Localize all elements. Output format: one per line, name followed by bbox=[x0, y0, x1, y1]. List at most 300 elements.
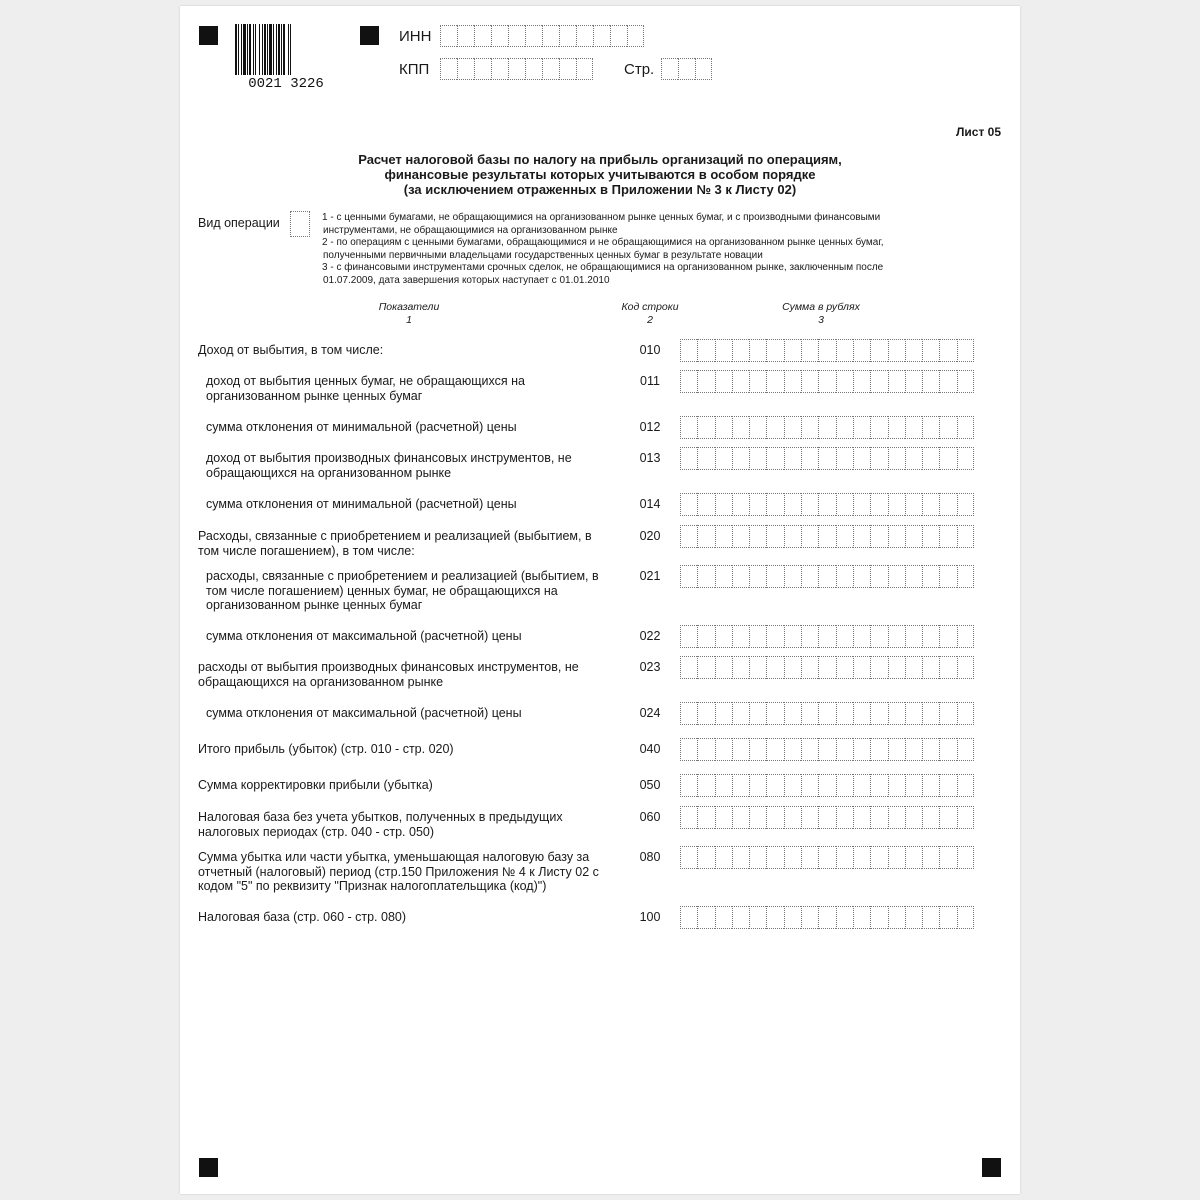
amount-cell[interactable] bbox=[905, 846, 922, 869]
amount-cell[interactable] bbox=[715, 625, 732, 648]
amount-cell[interactable] bbox=[818, 525, 835, 548]
amount-cell[interactable] bbox=[766, 416, 783, 439]
amount-cell[interactable] bbox=[784, 702, 801, 725]
amount-cell[interactable] bbox=[697, 493, 714, 516]
amount-cell[interactable] bbox=[732, 447, 749, 470]
amount-cell[interactable] bbox=[870, 806, 887, 829]
input-cell[interactable] bbox=[593, 25, 610, 47]
amount-cell[interactable] bbox=[801, 525, 818, 548]
amount-cell[interactable] bbox=[697, 806, 714, 829]
amount-cell[interactable] bbox=[784, 906, 801, 929]
amount-cells[interactable] bbox=[680, 447, 974, 470]
operation-type-input[interactable] bbox=[290, 211, 310, 237]
amount-cell[interactable] bbox=[766, 625, 783, 648]
amount-cell[interactable] bbox=[905, 625, 922, 648]
amount-cell[interactable] bbox=[801, 774, 818, 797]
amount-cell[interactable] bbox=[784, 447, 801, 470]
amount-cell[interactable] bbox=[939, 416, 956, 439]
amount-cell[interactable] bbox=[715, 846, 732, 869]
amount-cell[interactable] bbox=[939, 846, 956, 869]
amount-cell[interactable] bbox=[801, 493, 818, 516]
input-cell[interactable] bbox=[525, 25, 542, 47]
amount-cell[interactable] bbox=[801, 846, 818, 869]
amount-cells[interactable] bbox=[680, 806, 974, 829]
amount-cells[interactable] bbox=[680, 493, 974, 516]
amount-cell[interactable] bbox=[749, 656, 766, 679]
amount-cell[interactable] bbox=[939, 702, 956, 725]
amount-cell[interactable] bbox=[922, 493, 939, 516]
amount-cell[interactable] bbox=[939, 774, 956, 797]
amount-cell[interactable] bbox=[888, 738, 905, 761]
amount-cell[interactable] bbox=[732, 806, 749, 829]
amount-cell[interactable] bbox=[732, 370, 749, 393]
amount-cell[interactable] bbox=[888, 370, 905, 393]
amount-cells[interactable] bbox=[680, 906, 974, 929]
amount-cell[interactable] bbox=[766, 806, 783, 829]
amount-cell[interactable] bbox=[732, 738, 749, 761]
amount-cells[interactable] bbox=[680, 738, 974, 761]
amount-cell[interactable] bbox=[818, 447, 835, 470]
amount-cell[interactable] bbox=[749, 525, 766, 548]
amount-cell[interactable] bbox=[957, 625, 974, 648]
amount-cell[interactable] bbox=[749, 339, 766, 362]
amount-cell[interactable] bbox=[957, 906, 974, 929]
amount-cell[interactable] bbox=[922, 906, 939, 929]
amount-cell[interactable] bbox=[888, 565, 905, 588]
amount-cell[interactable] bbox=[870, 339, 887, 362]
amount-cell[interactable] bbox=[715, 656, 732, 679]
amount-cell[interactable] bbox=[957, 339, 974, 362]
amount-cell[interactable] bbox=[870, 493, 887, 516]
input-cell[interactable] bbox=[474, 25, 491, 47]
input-cell[interactable] bbox=[610, 25, 627, 47]
amount-cell[interactable] bbox=[680, 416, 697, 439]
amount-cell[interactable] bbox=[766, 493, 783, 516]
amount-cell[interactable] bbox=[784, 525, 801, 548]
amount-cell[interactable] bbox=[905, 806, 922, 829]
amount-cell[interactable] bbox=[853, 565, 870, 588]
amount-cell[interactable] bbox=[680, 447, 697, 470]
amount-cell[interactable] bbox=[766, 339, 783, 362]
amount-cell[interactable] bbox=[697, 906, 714, 929]
amount-cell[interactable] bbox=[715, 370, 732, 393]
input-cell[interactable] bbox=[457, 58, 474, 80]
amount-cell[interactable] bbox=[697, 525, 714, 548]
amount-cell[interactable] bbox=[680, 565, 697, 588]
amount-cell[interactable] bbox=[957, 702, 974, 725]
amount-cell[interactable] bbox=[697, 447, 714, 470]
amount-cell[interactable] bbox=[957, 416, 974, 439]
amount-cell[interactable] bbox=[853, 846, 870, 869]
amount-cell[interactable] bbox=[853, 625, 870, 648]
amount-cell[interactable] bbox=[853, 447, 870, 470]
amount-cell[interactable] bbox=[732, 416, 749, 439]
input-cell[interactable] bbox=[542, 58, 559, 80]
amount-cell[interactable] bbox=[870, 846, 887, 869]
amount-cell[interactable] bbox=[697, 702, 714, 725]
amount-cell[interactable] bbox=[680, 738, 697, 761]
amount-cells[interactable] bbox=[680, 339, 974, 362]
amount-cell[interactable] bbox=[801, 738, 818, 761]
amount-cell[interactable] bbox=[732, 493, 749, 516]
amount-cell[interactable] bbox=[732, 906, 749, 929]
input-cell[interactable] bbox=[440, 25, 457, 47]
amount-cells[interactable] bbox=[680, 565, 974, 588]
amount-cell[interactable] bbox=[922, 447, 939, 470]
page-cells[interactable] bbox=[661, 58, 712, 80]
amount-cell[interactable] bbox=[888, 525, 905, 548]
amount-cell[interactable] bbox=[836, 774, 853, 797]
amount-cell[interactable] bbox=[905, 416, 922, 439]
amount-cell[interactable] bbox=[715, 447, 732, 470]
input-cell[interactable] bbox=[627, 25, 644, 47]
amount-cell[interactable] bbox=[888, 447, 905, 470]
amount-cell[interactable] bbox=[697, 339, 714, 362]
amount-cell[interactable] bbox=[801, 370, 818, 393]
amount-cell[interactable] bbox=[905, 774, 922, 797]
amount-cell[interactable] bbox=[818, 702, 835, 725]
amount-cell[interactable] bbox=[922, 370, 939, 393]
amount-cells[interactable] bbox=[680, 656, 974, 679]
amount-cell[interactable] bbox=[905, 906, 922, 929]
input-cell[interactable] bbox=[474, 58, 491, 80]
amount-cell[interactable] bbox=[836, 416, 853, 439]
amount-cell[interactable] bbox=[957, 370, 974, 393]
amount-cell[interactable] bbox=[922, 806, 939, 829]
amount-cell[interactable] bbox=[853, 906, 870, 929]
amount-cell[interactable] bbox=[818, 774, 835, 797]
amount-cell[interactable] bbox=[870, 774, 887, 797]
amount-cell[interactable] bbox=[888, 493, 905, 516]
amount-cell[interactable] bbox=[801, 702, 818, 725]
amount-cell[interactable] bbox=[836, 625, 853, 648]
amount-cell[interactable] bbox=[732, 656, 749, 679]
amount-cell[interactable] bbox=[749, 906, 766, 929]
amount-cell[interactable] bbox=[697, 565, 714, 588]
amount-cell[interactable] bbox=[818, 493, 835, 516]
input-cell[interactable] bbox=[491, 25, 508, 47]
amount-cell[interactable] bbox=[888, 625, 905, 648]
amount-cell[interactable] bbox=[853, 702, 870, 725]
amount-cell[interactable] bbox=[853, 493, 870, 516]
amount-cell[interactable] bbox=[801, 447, 818, 470]
amount-cell[interactable] bbox=[888, 656, 905, 679]
amount-cell[interactable] bbox=[888, 339, 905, 362]
amount-cell[interactable] bbox=[870, 625, 887, 648]
amount-cell[interactable] bbox=[870, 370, 887, 393]
amount-cell[interactable] bbox=[905, 339, 922, 362]
amount-cell[interactable] bbox=[784, 370, 801, 393]
amount-cell[interactable] bbox=[732, 339, 749, 362]
amount-cell[interactable] bbox=[957, 447, 974, 470]
amount-cell[interactable] bbox=[922, 702, 939, 725]
amount-cell[interactable] bbox=[939, 447, 956, 470]
input-cell[interactable] bbox=[508, 25, 525, 47]
amount-cell[interactable] bbox=[957, 565, 974, 588]
amount-cell[interactable] bbox=[853, 806, 870, 829]
amount-cell[interactable] bbox=[905, 738, 922, 761]
input-cell[interactable] bbox=[678, 58, 695, 80]
amount-cell[interactable] bbox=[749, 702, 766, 725]
amount-cell[interactable] bbox=[715, 416, 732, 439]
amount-cell[interactable] bbox=[888, 702, 905, 725]
amount-cell[interactable] bbox=[697, 625, 714, 648]
amount-cell[interactable] bbox=[801, 339, 818, 362]
amount-cell[interactable] bbox=[801, 416, 818, 439]
amount-cell[interactable] bbox=[732, 625, 749, 648]
amount-cell[interactable] bbox=[905, 525, 922, 548]
amount-cell[interactable] bbox=[818, 416, 835, 439]
amount-cell[interactable] bbox=[922, 625, 939, 648]
amount-cell[interactable] bbox=[680, 806, 697, 829]
amount-cell[interactable] bbox=[870, 525, 887, 548]
amount-cells[interactable] bbox=[680, 416, 974, 439]
amount-cell[interactable] bbox=[697, 370, 714, 393]
amount-cell[interactable] bbox=[766, 447, 783, 470]
amount-cell[interactable] bbox=[697, 738, 714, 761]
amount-cell[interactable] bbox=[801, 656, 818, 679]
amount-cell[interactable] bbox=[715, 738, 732, 761]
amount-cell[interactable] bbox=[939, 339, 956, 362]
amount-cell[interactable] bbox=[749, 625, 766, 648]
amount-cell[interactable] bbox=[836, 656, 853, 679]
amount-cell[interactable] bbox=[905, 702, 922, 725]
amount-cell[interactable] bbox=[922, 774, 939, 797]
amount-cell[interactable] bbox=[818, 565, 835, 588]
amount-cell[interactable] bbox=[715, 525, 732, 548]
amount-cell[interactable] bbox=[766, 738, 783, 761]
amount-cell[interactable] bbox=[939, 525, 956, 548]
amount-cell[interactable] bbox=[836, 806, 853, 829]
amount-cell[interactable] bbox=[853, 339, 870, 362]
amount-cell[interactable] bbox=[836, 447, 853, 470]
amount-cell[interactable] bbox=[766, 702, 783, 725]
amount-cell[interactable] bbox=[922, 656, 939, 679]
amount-cell[interactable] bbox=[801, 806, 818, 829]
amount-cell[interactable] bbox=[680, 774, 697, 797]
amount-cell[interactable] bbox=[818, 906, 835, 929]
amount-cell[interactable] bbox=[697, 656, 714, 679]
amount-cells[interactable] bbox=[680, 846, 974, 869]
amount-cell[interactable] bbox=[749, 774, 766, 797]
amount-cell[interactable] bbox=[749, 493, 766, 516]
amount-cell[interactable] bbox=[939, 656, 956, 679]
amount-cell[interactable] bbox=[922, 339, 939, 362]
amount-cell[interactable] bbox=[784, 416, 801, 439]
amount-cell[interactable] bbox=[905, 656, 922, 679]
amount-cell[interactable] bbox=[905, 447, 922, 470]
amount-cell[interactable] bbox=[922, 846, 939, 869]
amount-cell[interactable] bbox=[715, 339, 732, 362]
amount-cell[interactable] bbox=[836, 738, 853, 761]
amount-cell[interactable] bbox=[853, 774, 870, 797]
amount-cells[interactable] bbox=[680, 625, 974, 648]
amount-cell[interactable] bbox=[888, 906, 905, 929]
amount-cell[interactable] bbox=[766, 370, 783, 393]
amount-cell[interactable] bbox=[818, 370, 835, 393]
amount-cell[interactable] bbox=[853, 738, 870, 761]
amount-cell[interactable] bbox=[957, 806, 974, 829]
amount-cell[interactable] bbox=[957, 738, 974, 761]
input-cell[interactable] bbox=[559, 25, 576, 47]
amount-cell[interactable] bbox=[732, 565, 749, 588]
amount-cell[interactable] bbox=[818, 806, 835, 829]
amount-cell[interactable] bbox=[732, 774, 749, 797]
amount-cell[interactable] bbox=[836, 525, 853, 548]
amount-cell[interactable] bbox=[836, 906, 853, 929]
amount-cell[interactable] bbox=[766, 525, 783, 548]
amount-cell[interactable] bbox=[749, 447, 766, 470]
amount-cell[interactable] bbox=[697, 416, 714, 439]
amount-cell[interactable] bbox=[680, 625, 697, 648]
amount-cell[interactable] bbox=[784, 565, 801, 588]
amount-cell[interactable] bbox=[870, 656, 887, 679]
amount-cell[interactable] bbox=[784, 846, 801, 869]
amount-cell[interactable] bbox=[801, 565, 818, 588]
amount-cell[interactable] bbox=[784, 625, 801, 648]
input-cell[interactable] bbox=[695, 58, 712, 80]
amount-cell[interactable] bbox=[836, 702, 853, 725]
amount-cell[interactable] bbox=[749, 416, 766, 439]
amount-cell[interactable] bbox=[836, 339, 853, 362]
amount-cells[interactable] bbox=[680, 702, 974, 725]
input-cell[interactable] bbox=[576, 25, 593, 47]
amount-cell[interactable] bbox=[784, 656, 801, 679]
amount-cell[interactable] bbox=[957, 656, 974, 679]
amount-cell[interactable] bbox=[870, 906, 887, 929]
input-cell[interactable] bbox=[661, 58, 678, 80]
amount-cell[interactable] bbox=[939, 370, 956, 393]
amount-cell[interactable] bbox=[870, 565, 887, 588]
amount-cells[interactable] bbox=[680, 370, 974, 393]
amount-cell[interactable] bbox=[680, 656, 697, 679]
amount-cell[interactable] bbox=[715, 774, 732, 797]
amount-cell[interactable] bbox=[801, 906, 818, 929]
amount-cell[interactable] bbox=[732, 525, 749, 548]
amount-cell[interactable] bbox=[957, 525, 974, 548]
amount-cell[interactable] bbox=[922, 738, 939, 761]
amount-cell[interactable] bbox=[853, 656, 870, 679]
input-cell[interactable] bbox=[525, 58, 542, 80]
amount-cell[interactable] bbox=[818, 846, 835, 869]
amount-cell[interactable] bbox=[888, 806, 905, 829]
amount-cell[interactable] bbox=[680, 370, 697, 393]
amount-cell[interactable] bbox=[766, 656, 783, 679]
row-code: 021 bbox=[639, 569, 661, 583]
amount-cell[interactable] bbox=[905, 370, 922, 393]
amount-cell[interactable] bbox=[715, 806, 732, 829]
operation-option-text: полученными первичными владельцами государственных ценных бумаг в результате новации bbox=[323, 249, 763, 261]
inn-cells[interactable] bbox=[440, 25, 644, 47]
amount-cell[interactable] bbox=[715, 906, 732, 929]
amount-cell[interactable] bbox=[697, 774, 714, 797]
amount-cell[interactable] bbox=[905, 565, 922, 588]
amount-cell[interactable] bbox=[766, 774, 783, 797]
amount-cell[interactable] bbox=[888, 846, 905, 869]
amount-cell[interactable] bbox=[870, 702, 887, 725]
amount-cell[interactable] bbox=[749, 738, 766, 761]
amount-cell[interactable] bbox=[680, 906, 697, 929]
amount-cell[interactable] bbox=[715, 493, 732, 516]
amount-cell[interactable] bbox=[939, 493, 956, 516]
amount-cell[interactable] bbox=[680, 846, 697, 869]
amount-cell[interactable] bbox=[957, 846, 974, 869]
amount-cell[interactable] bbox=[749, 370, 766, 393]
input-cell[interactable] bbox=[576, 58, 593, 80]
amount-cell[interactable] bbox=[853, 416, 870, 439]
amount-cell[interactable] bbox=[784, 738, 801, 761]
amount-cell[interactable] bbox=[939, 565, 956, 588]
amount-cell[interactable] bbox=[766, 846, 783, 869]
kpp-cells[interactable] bbox=[440, 58, 593, 80]
amount-cell[interactable] bbox=[784, 774, 801, 797]
amount-cells[interactable] bbox=[680, 774, 974, 797]
amount-cells[interactable] bbox=[680, 525, 974, 548]
amount-cell[interactable] bbox=[905, 493, 922, 516]
amount-cell[interactable] bbox=[680, 525, 697, 548]
amount-cell[interactable] bbox=[922, 525, 939, 548]
input-cell[interactable] bbox=[508, 58, 525, 80]
amount-cell[interactable] bbox=[870, 416, 887, 439]
amount-cell[interactable] bbox=[715, 702, 732, 725]
amount-cell[interactable] bbox=[766, 906, 783, 929]
amount-cell[interactable] bbox=[818, 339, 835, 362]
amount-cell[interactable] bbox=[680, 702, 697, 725]
amount-cell[interactable] bbox=[922, 416, 939, 439]
input-cell[interactable] bbox=[491, 58, 508, 80]
input-cell[interactable] bbox=[440, 58, 457, 80]
amount-cell[interactable] bbox=[818, 625, 835, 648]
amount-cell[interactable] bbox=[680, 339, 697, 362]
amount-cell[interactable] bbox=[732, 702, 749, 725]
amount-cell[interactable] bbox=[957, 774, 974, 797]
amount-cell[interactable] bbox=[818, 738, 835, 761]
amount-cell[interactable] bbox=[784, 339, 801, 362]
amount-cell[interactable] bbox=[888, 416, 905, 439]
amount-cell[interactable] bbox=[939, 738, 956, 761]
amount-cell[interactable] bbox=[749, 846, 766, 869]
amount-cell[interactable] bbox=[939, 625, 956, 648]
amount-cell[interactable] bbox=[888, 774, 905, 797]
input-cell[interactable] bbox=[542, 25, 559, 47]
input-cell[interactable] bbox=[457, 25, 474, 47]
input-cell[interactable] bbox=[559, 58, 576, 80]
amount-cell[interactable] bbox=[801, 625, 818, 648]
amount-cell[interactable] bbox=[732, 846, 749, 869]
amount-cell[interactable] bbox=[853, 370, 870, 393]
amount-cell[interactable] bbox=[870, 447, 887, 470]
amount-cell[interactable] bbox=[957, 493, 974, 516]
amount-cell[interactable] bbox=[870, 738, 887, 761]
amount-cell[interactable] bbox=[853, 525, 870, 548]
amount-cell[interactable] bbox=[818, 656, 835, 679]
amount-cell[interactable] bbox=[836, 493, 853, 516]
amount-cell[interactable] bbox=[766, 565, 783, 588]
amount-cell[interactable] bbox=[939, 906, 956, 929]
amount-cell[interactable] bbox=[922, 565, 939, 588]
amount-cell[interactable] bbox=[939, 806, 956, 829]
amount-cell[interactable] bbox=[697, 846, 714, 869]
amount-cell[interactable] bbox=[749, 565, 766, 588]
amount-cell[interactable] bbox=[784, 493, 801, 516]
amount-cell[interactable] bbox=[836, 565, 853, 588]
amount-cell[interactable] bbox=[749, 806, 766, 829]
amount-cell[interactable] bbox=[715, 565, 732, 588]
amount-cell[interactable] bbox=[836, 370, 853, 393]
amount-cell[interactable] bbox=[680, 493, 697, 516]
amount-cell[interactable] bbox=[836, 846, 853, 869]
amount-cell[interactable] bbox=[784, 806, 801, 829]
